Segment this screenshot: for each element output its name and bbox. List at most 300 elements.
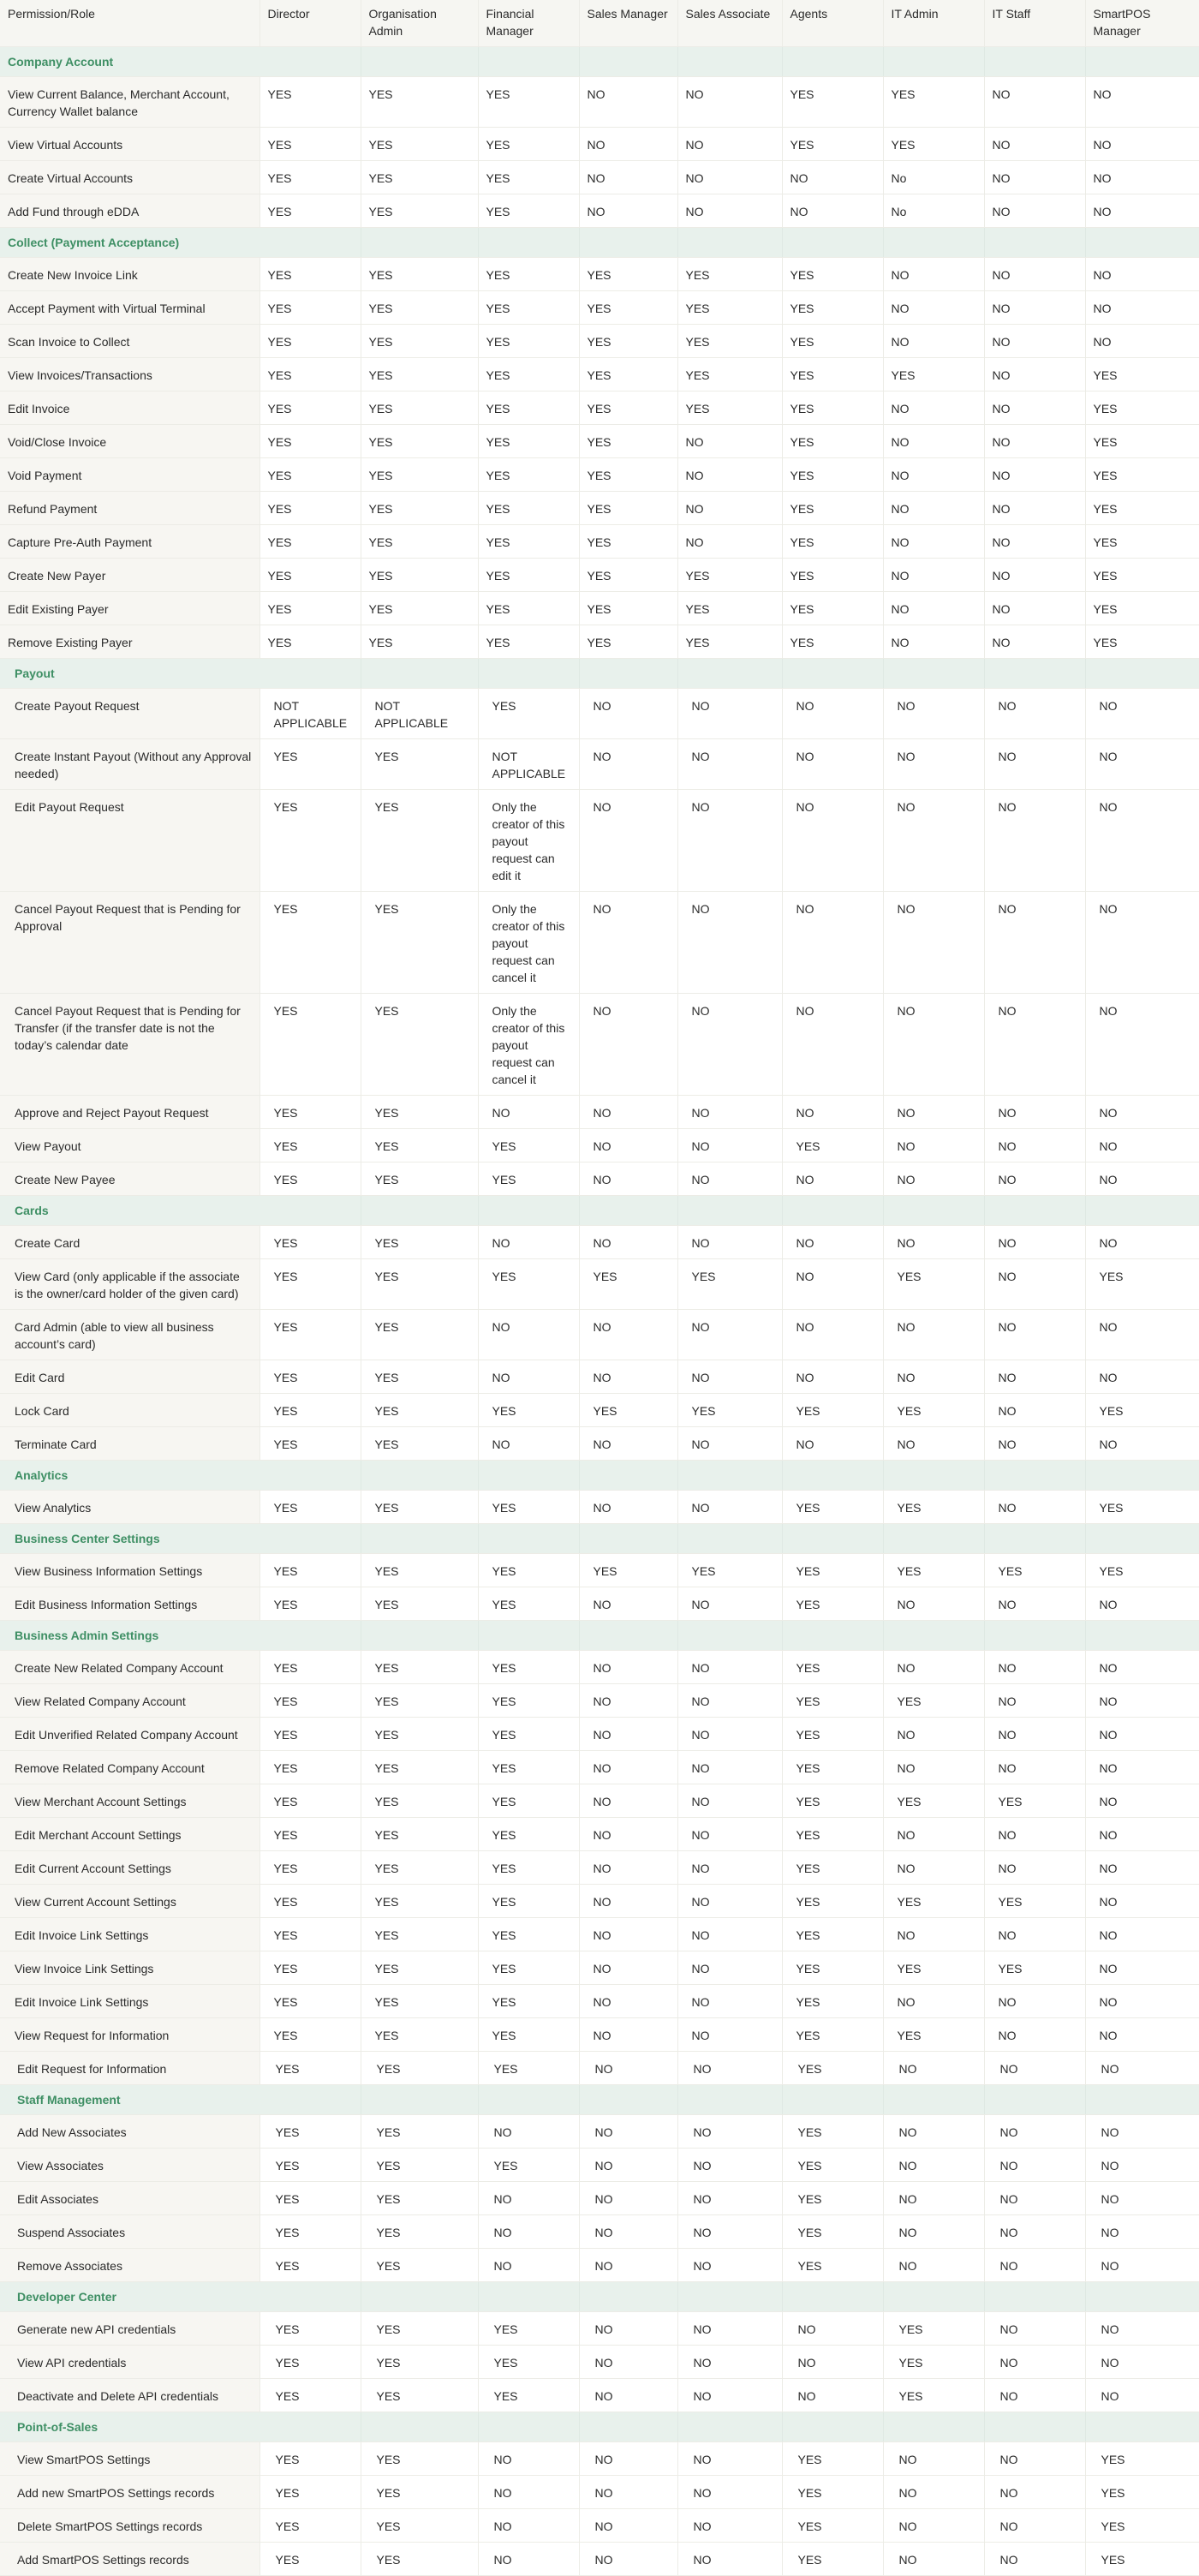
permission-value: NO — [984, 625, 1085, 659]
permission-value: NO — [579, 790, 677, 892]
permission-value: NO — [579, 2215, 677, 2249]
permission-value: YES — [361, 1427, 478, 1461]
permission-value: NO — [984, 1162, 1085, 1196]
section-title: Cards — [0, 1196, 259, 1226]
section-filler-cell — [883, 2085, 984, 2115]
permission-name: Card Admin (able to view all business account’s card) — [0, 1310, 259, 1360]
permission-value: YES — [259, 1226, 361, 1259]
permission-value: NO — [782, 994, 883, 1096]
permission-value: YES — [478, 1587, 579, 1621]
permission-value: YES — [478, 525, 579, 559]
permission-value: NO — [984, 2346, 1085, 2379]
section-filler-cell — [478, 659, 579, 689]
permission-value: NO — [984, 492, 1085, 525]
section-filler-cell — [361, 2282, 478, 2312]
permission-name: Edit Invoice Link Settings — [0, 1918, 259, 1951]
permission-value: No — [883, 161, 984, 194]
permission-value: YES — [361, 77, 478, 128]
permission-value: NO — [677, 1885, 782, 1918]
table-row — [0, 2346, 1199, 2379]
permission-value: NO — [1085, 1918, 1199, 1951]
table-row — [0, 1885, 1199, 1918]
permission-value: YES — [259, 1162, 361, 1196]
permission-value: YES — [984, 1885, 1085, 1918]
table-row — [0, 2215, 1199, 2249]
permission-value: YES — [259, 1096, 361, 1129]
permission-value: YES — [361, 1718, 478, 1751]
permission-value: YES — [883, 1784, 984, 1818]
permission-value: YES — [478, 592, 579, 625]
section-filler-cell — [259, 2085, 361, 2115]
table-row — [0, 358, 1199, 391]
section-filler-cell — [259, 659, 361, 689]
permission-value: YES — [259, 358, 361, 391]
permission-value: NO — [677, 1985, 782, 2018]
permission-value: NO — [579, 1684, 677, 1718]
permission-name: View Request for Information — [0, 2018, 259, 2052]
permission-name: Delete SmartPOS Settings records — [0, 2509, 259, 2543]
permission-value: NO — [883, 1310, 984, 1360]
column-header: Agents — [782, 0, 883, 47]
permission-value: NO — [883, 1851, 984, 1885]
permission-value: NO — [883, 2149, 984, 2182]
permission-value: YES — [259, 892, 361, 994]
permission-value: NO — [1085, 1751, 1199, 1784]
permission-value: NO — [883, 1360, 984, 1394]
table-row — [0, 1162, 1199, 1196]
permission-value: YES — [478, 1684, 579, 1718]
permission-value: NO — [677, 2543, 782, 2576]
permission-name: View Current Balance, Merchant Account, Currency Wallet balance — [0, 77, 259, 128]
table-row — [0, 1310, 1199, 1360]
permission-value: YES — [883, 2379, 984, 2412]
permission-value: YES — [361, 790, 478, 892]
table-row — [0, 739, 1199, 790]
permission-value: NO — [984, 1427, 1085, 1461]
permission-value: NO — [984, 2476, 1085, 2509]
table-row — [0, 2442, 1199, 2476]
permission-value: NO — [782, 739, 883, 790]
table-row — [0, 1751, 1199, 1784]
permission-name: Edit Current Account Settings — [0, 1851, 259, 1885]
permission-value: YES — [782, 458, 883, 492]
table-row — [0, 2052, 1199, 2085]
permission-value: YES — [579, 1554, 677, 1587]
permission-value: YES — [579, 291, 677, 325]
permission-value: NO — [677, 790, 782, 892]
permission-value: YES — [361, 194, 478, 228]
permission-value: NO — [579, 161, 677, 194]
table-row — [0, 892, 1199, 994]
section-filler-cell — [677, 47, 782, 77]
permission-name: Add new SmartPOS Settings records — [0, 2476, 259, 2509]
permission-value: YES — [677, 258, 782, 291]
permission-value: YES — [1085, 525, 1199, 559]
permission-value: NO — [1085, 2249, 1199, 2282]
permission-value: NO — [579, 689, 677, 739]
permission-value: NO — [883, 1718, 984, 1751]
permission-value: NO — [1085, 790, 1199, 892]
section-filler-cell — [1085, 228, 1199, 258]
permission-name: Deactivate and Delete API credentials — [0, 2379, 259, 2412]
permission-value: NO — [579, 1310, 677, 1360]
permission-value: YES — [478, 1851, 579, 1885]
permission-value: NO — [677, 2312, 782, 2346]
permission-name: View Analytics — [0, 1491, 259, 1524]
permission-value: YES — [782, 1985, 883, 2018]
permission-value: YES — [361, 161, 478, 194]
table-row — [0, 1427, 1199, 1461]
column-header: Sales Manager — [579, 0, 677, 47]
permission-value: YES — [883, 128, 984, 161]
section-filler-cell — [478, 2282, 579, 2312]
permission-value: NO — [782, 689, 883, 739]
section-filler-cell — [1085, 659, 1199, 689]
permission-value: No — [883, 194, 984, 228]
permission-value: NO — [984, 458, 1085, 492]
permission-value: NO — [883, 1918, 984, 1951]
permission-name: View API credentials — [0, 2346, 259, 2379]
permission-value: NO — [478, 2476, 579, 2509]
permission-value: NO — [478, 2182, 579, 2215]
permission-name: Capture Pre-Auth Payment — [0, 525, 259, 559]
permission-name: View SmartPOS Settings — [0, 2442, 259, 2476]
permission-value: YES — [361, 592, 478, 625]
permission-value: NO — [677, 1162, 782, 1196]
permission-value: NO — [984, 1818, 1085, 1851]
table-row — [0, 2312, 1199, 2346]
permission-value: NO — [1085, 2215, 1199, 2249]
permission-value: YES — [259, 559, 361, 592]
column-header: Organisation Admin — [361, 0, 478, 47]
permission-value: NO — [984, 1587, 1085, 1621]
permission-value: NO — [1085, 739, 1199, 790]
permission-value: YES — [478, 1259, 579, 1310]
permission-value: YES — [478, 291, 579, 325]
section-filler-cell — [259, 1461, 361, 1491]
permission-value: YES — [361, 1129, 478, 1162]
section-filler-cell — [478, 1461, 579, 1491]
permission-value: NO — [579, 2476, 677, 2509]
permission-value: NO — [677, 1491, 782, 1524]
permission-name: Create Instant Payout (Without any Approval needed) — [0, 739, 259, 790]
permission-value: NO — [1085, 2052, 1199, 2085]
permission-value: YES — [259, 2182, 361, 2215]
permission-value: YES — [478, 689, 579, 739]
table-row — [0, 1718, 1199, 1751]
permission-value: YES — [259, 1491, 361, 1524]
permission-value: Only the creator of this payout request can edit it — [478, 790, 579, 892]
permission-value: NO — [478, 2115, 579, 2149]
permission-value: NO — [984, 994, 1085, 1096]
section-title: Analytics — [0, 1461, 259, 1491]
section-filler-cell — [361, 1524, 478, 1554]
permission-value: NO — [1085, 128, 1199, 161]
permission-name: Remove Existing Payer — [0, 625, 259, 659]
permission-value: YES — [361, 525, 478, 559]
section-row — [0, 1621, 1199, 1651]
permission-value: NO — [984, 1096, 1085, 1129]
permission-name: View Merchant Account Settings — [0, 1784, 259, 1818]
permission-value: YES — [782, 1554, 883, 1587]
permission-value: NO — [984, 2052, 1085, 2085]
section-filler-cell — [883, 659, 984, 689]
permission-value: NO — [677, 161, 782, 194]
permission-value: NO — [984, 2249, 1085, 2282]
permission-value: YES — [1085, 559, 1199, 592]
permission-value: NO — [579, 1718, 677, 1751]
permission-value: NO — [1085, 2115, 1199, 2149]
section-filler-cell — [579, 2412, 677, 2442]
permission-value: YES — [782, 1129, 883, 1162]
permission-value: YES — [478, 1951, 579, 1985]
permission-value: NO — [782, 790, 883, 892]
permission-value: YES — [782, 391, 883, 425]
permission-value: YES — [259, 77, 361, 128]
permission-value: YES — [361, 1684, 478, 1718]
permission-name: Edit Invoice Link Settings — [0, 1985, 259, 2018]
table-row — [0, 994, 1199, 1096]
permission-value: YES — [782, 1851, 883, 1885]
permission-value: YES — [361, 1885, 478, 1918]
table-row — [0, 425, 1199, 458]
header-row — [0, 0, 1199, 47]
permission-value: YES — [883, 2346, 984, 2379]
permission-value: NO — [579, 1129, 677, 1162]
section-filler-cell — [883, 1621, 984, 1651]
table-row — [0, 2149, 1199, 2182]
permission-value: NO — [478, 2509, 579, 2543]
permission-value: YES — [259, 492, 361, 525]
permission-value: NO — [1085, 1718, 1199, 1751]
section-filler-cell — [361, 2085, 478, 2115]
permission-value: YES — [579, 625, 677, 659]
section-filler-cell — [259, 2282, 361, 2312]
section-filler-cell — [478, 228, 579, 258]
section-title: Payout — [0, 659, 259, 689]
permission-value: YES — [478, 1784, 579, 1818]
permission-value: NO — [579, 2312, 677, 2346]
table-row — [0, 1651, 1199, 1684]
section-filler-cell — [1085, 2412, 1199, 2442]
permission-value: YES — [361, 2379, 478, 2412]
permission-value: YES — [478, 391, 579, 425]
permission-value: YES — [259, 1751, 361, 1784]
permission-value: YES — [677, 325, 782, 358]
permission-value: NO — [984, 892, 1085, 994]
permission-value: YES — [361, 1818, 478, 1851]
permission-name: Terminate Card — [0, 1427, 259, 1461]
permission-value: YES — [478, 128, 579, 161]
permission-value: NO — [782, 1310, 883, 1360]
permission-value: NO — [1085, 1885, 1199, 1918]
permission-value: YES — [478, 1718, 579, 1751]
permission-value: YES — [361, 128, 478, 161]
permission-value: NO — [1085, 1129, 1199, 1162]
permission-value: NOT APPLICABLE — [478, 739, 579, 790]
section-filler-cell — [579, 228, 677, 258]
section-filler-cell — [883, 47, 984, 77]
permission-value: YES — [1085, 1491, 1199, 1524]
permission-value: YES — [259, 2379, 361, 2412]
permission-value: YES — [782, 2543, 883, 2576]
permission-value: YES — [1085, 492, 1199, 525]
permission-value: NO — [579, 1951, 677, 1985]
permission-value: NO — [579, 2346, 677, 2379]
permission-value: NO — [984, 559, 1085, 592]
section-filler-cell — [883, 1461, 984, 1491]
permission-value: YES — [782, 592, 883, 625]
permission-value: YES — [361, 2215, 478, 2249]
table-row — [0, 258, 1199, 291]
permission-value: NO — [677, 2442, 782, 2476]
permission-value: YES — [361, 1491, 478, 1524]
permission-value: NO — [579, 1651, 677, 1684]
section-filler-cell — [361, 2412, 478, 2442]
permission-value: NO — [677, 994, 782, 1096]
permission-value: NO — [883, 258, 984, 291]
section-filler-cell — [984, 1461, 1085, 1491]
section-filler-cell — [259, 1621, 361, 1651]
permission-value: YES — [677, 391, 782, 425]
permission-value: YES — [1085, 358, 1199, 391]
permission-value: YES — [259, 739, 361, 790]
permission-value: YES — [361, 1651, 478, 1684]
permission-value: NO — [883, 325, 984, 358]
permission-value: NO — [579, 1818, 677, 1851]
permission-value: YES — [259, 1587, 361, 1621]
permission-value: NO — [782, 892, 883, 994]
permission-value: YES — [361, 559, 478, 592]
permission-value: YES — [883, 1951, 984, 1985]
section-filler-cell — [782, 1524, 883, 1554]
permission-value: NO — [782, 1427, 883, 1461]
permission-value: YES — [361, 391, 478, 425]
permission-value: YES — [782, 1918, 883, 1951]
permission-value: YES — [782, 1718, 883, 1751]
permission-value: YES — [259, 1784, 361, 1818]
permission-name: Suspend Associates — [0, 2215, 259, 2249]
permission-value: NO — [883, 492, 984, 525]
section-filler-cell — [1085, 1461, 1199, 1491]
permission-value: NO — [1085, 1226, 1199, 1259]
permission-value: NO — [1085, 2149, 1199, 2182]
permission-value: NO — [984, 2442, 1085, 2476]
permission-name: View Current Account Settings — [0, 1885, 259, 1918]
table-row — [0, 161, 1199, 194]
permission-value: YES — [361, 1918, 478, 1951]
permission-value: YES — [478, 258, 579, 291]
permission-value: NO — [1085, 1985, 1199, 2018]
section-filler-cell — [677, 1524, 782, 1554]
permission-value: YES — [478, 325, 579, 358]
permission-value: YES — [478, 1918, 579, 1951]
section-filler-cell — [782, 1196, 883, 1226]
permission-value: YES — [478, 2346, 579, 2379]
permission-value: NO — [883, 2543, 984, 2576]
permission-value: YES — [259, 525, 361, 559]
table-row — [0, 1554, 1199, 1587]
permission-value: NO — [677, 892, 782, 994]
permission-value: YES — [782, 2249, 883, 2282]
permission-value: YES — [478, 1491, 579, 1524]
permission-value: NO — [883, 2115, 984, 2149]
permission-value: NO — [579, 739, 677, 790]
permission-value: YES — [478, 1162, 579, 1196]
permission-name: Accept Payment with Virtual Terminal — [0, 291, 259, 325]
permission-value: NO — [478, 2249, 579, 2282]
permission-value: NO — [984, 77, 1085, 128]
permission-value: NO — [1085, 258, 1199, 291]
permission-value: YES — [259, 625, 361, 659]
permission-value: NO — [579, 128, 677, 161]
permission-value: NO — [579, 1427, 677, 1461]
permission-value: NO — [1085, 1784, 1199, 1818]
permission-value: YES — [259, 1310, 361, 1360]
permission-value: NO — [984, 128, 1085, 161]
section-filler-cell — [579, 1524, 677, 1554]
permission-value: NO — [883, 425, 984, 458]
permission-value: NO — [782, 161, 883, 194]
permission-value: NO — [677, 425, 782, 458]
table-row — [0, 2379, 1199, 2412]
permission-value: YES — [478, 161, 579, 194]
permission-value: NO — [579, 1162, 677, 1196]
permission-value: NO — [677, 1129, 782, 1162]
permission-value: YES — [1085, 391, 1199, 425]
permission-value: NO — [579, 1360, 677, 1394]
permission-value: NO — [478, 2543, 579, 2576]
permission-value: YES — [782, 128, 883, 161]
permission-value: NO — [1085, 1096, 1199, 1129]
permission-value: NO — [579, 194, 677, 228]
permission-value: YES — [361, 1096, 478, 1129]
section-filler-cell — [579, 1461, 677, 1491]
permission-value: YES — [361, 994, 478, 1096]
permission-value: YES — [478, 492, 579, 525]
table-row — [0, 2509, 1199, 2543]
permission-value: YES — [677, 358, 782, 391]
permission-value: NO — [677, 1718, 782, 1751]
section-filler-cell — [883, 1196, 984, 1226]
permission-value: YES — [361, 892, 478, 994]
permission-value: NO — [883, 391, 984, 425]
permission-value: NO — [984, 1985, 1085, 2018]
permission-value: YES — [259, 1427, 361, 1461]
permission-value: NO — [883, 525, 984, 559]
permission-value: NO — [984, 1851, 1085, 1885]
section-filler-cell — [361, 47, 478, 77]
permission-value: YES — [1085, 2509, 1199, 2543]
permission-value: NO — [478, 1360, 579, 1394]
permission-value: YES — [259, 391, 361, 425]
section-filler-cell — [579, 1196, 677, 1226]
permission-value: YES — [361, 1310, 478, 1360]
permission-value: YES — [478, 1651, 579, 1684]
permission-value: NO — [677, 525, 782, 559]
permission-name: View Card (only applicable if the associate is the owner/card holder of the given card) — [0, 1259, 259, 1310]
permission-value: NO — [883, 790, 984, 892]
permission-value: YES — [984, 1784, 1085, 1818]
permission-value: YES — [259, 1818, 361, 1851]
permission-value: NO — [1085, 1651, 1199, 1684]
permission-value: YES — [259, 1360, 361, 1394]
table-row — [0, 525, 1199, 559]
permission-name: View Virtual Accounts — [0, 128, 259, 161]
section-filler-cell — [677, 2412, 782, 2442]
permission-value: NO — [677, 77, 782, 128]
permission-value: YES — [259, 2052, 361, 2085]
